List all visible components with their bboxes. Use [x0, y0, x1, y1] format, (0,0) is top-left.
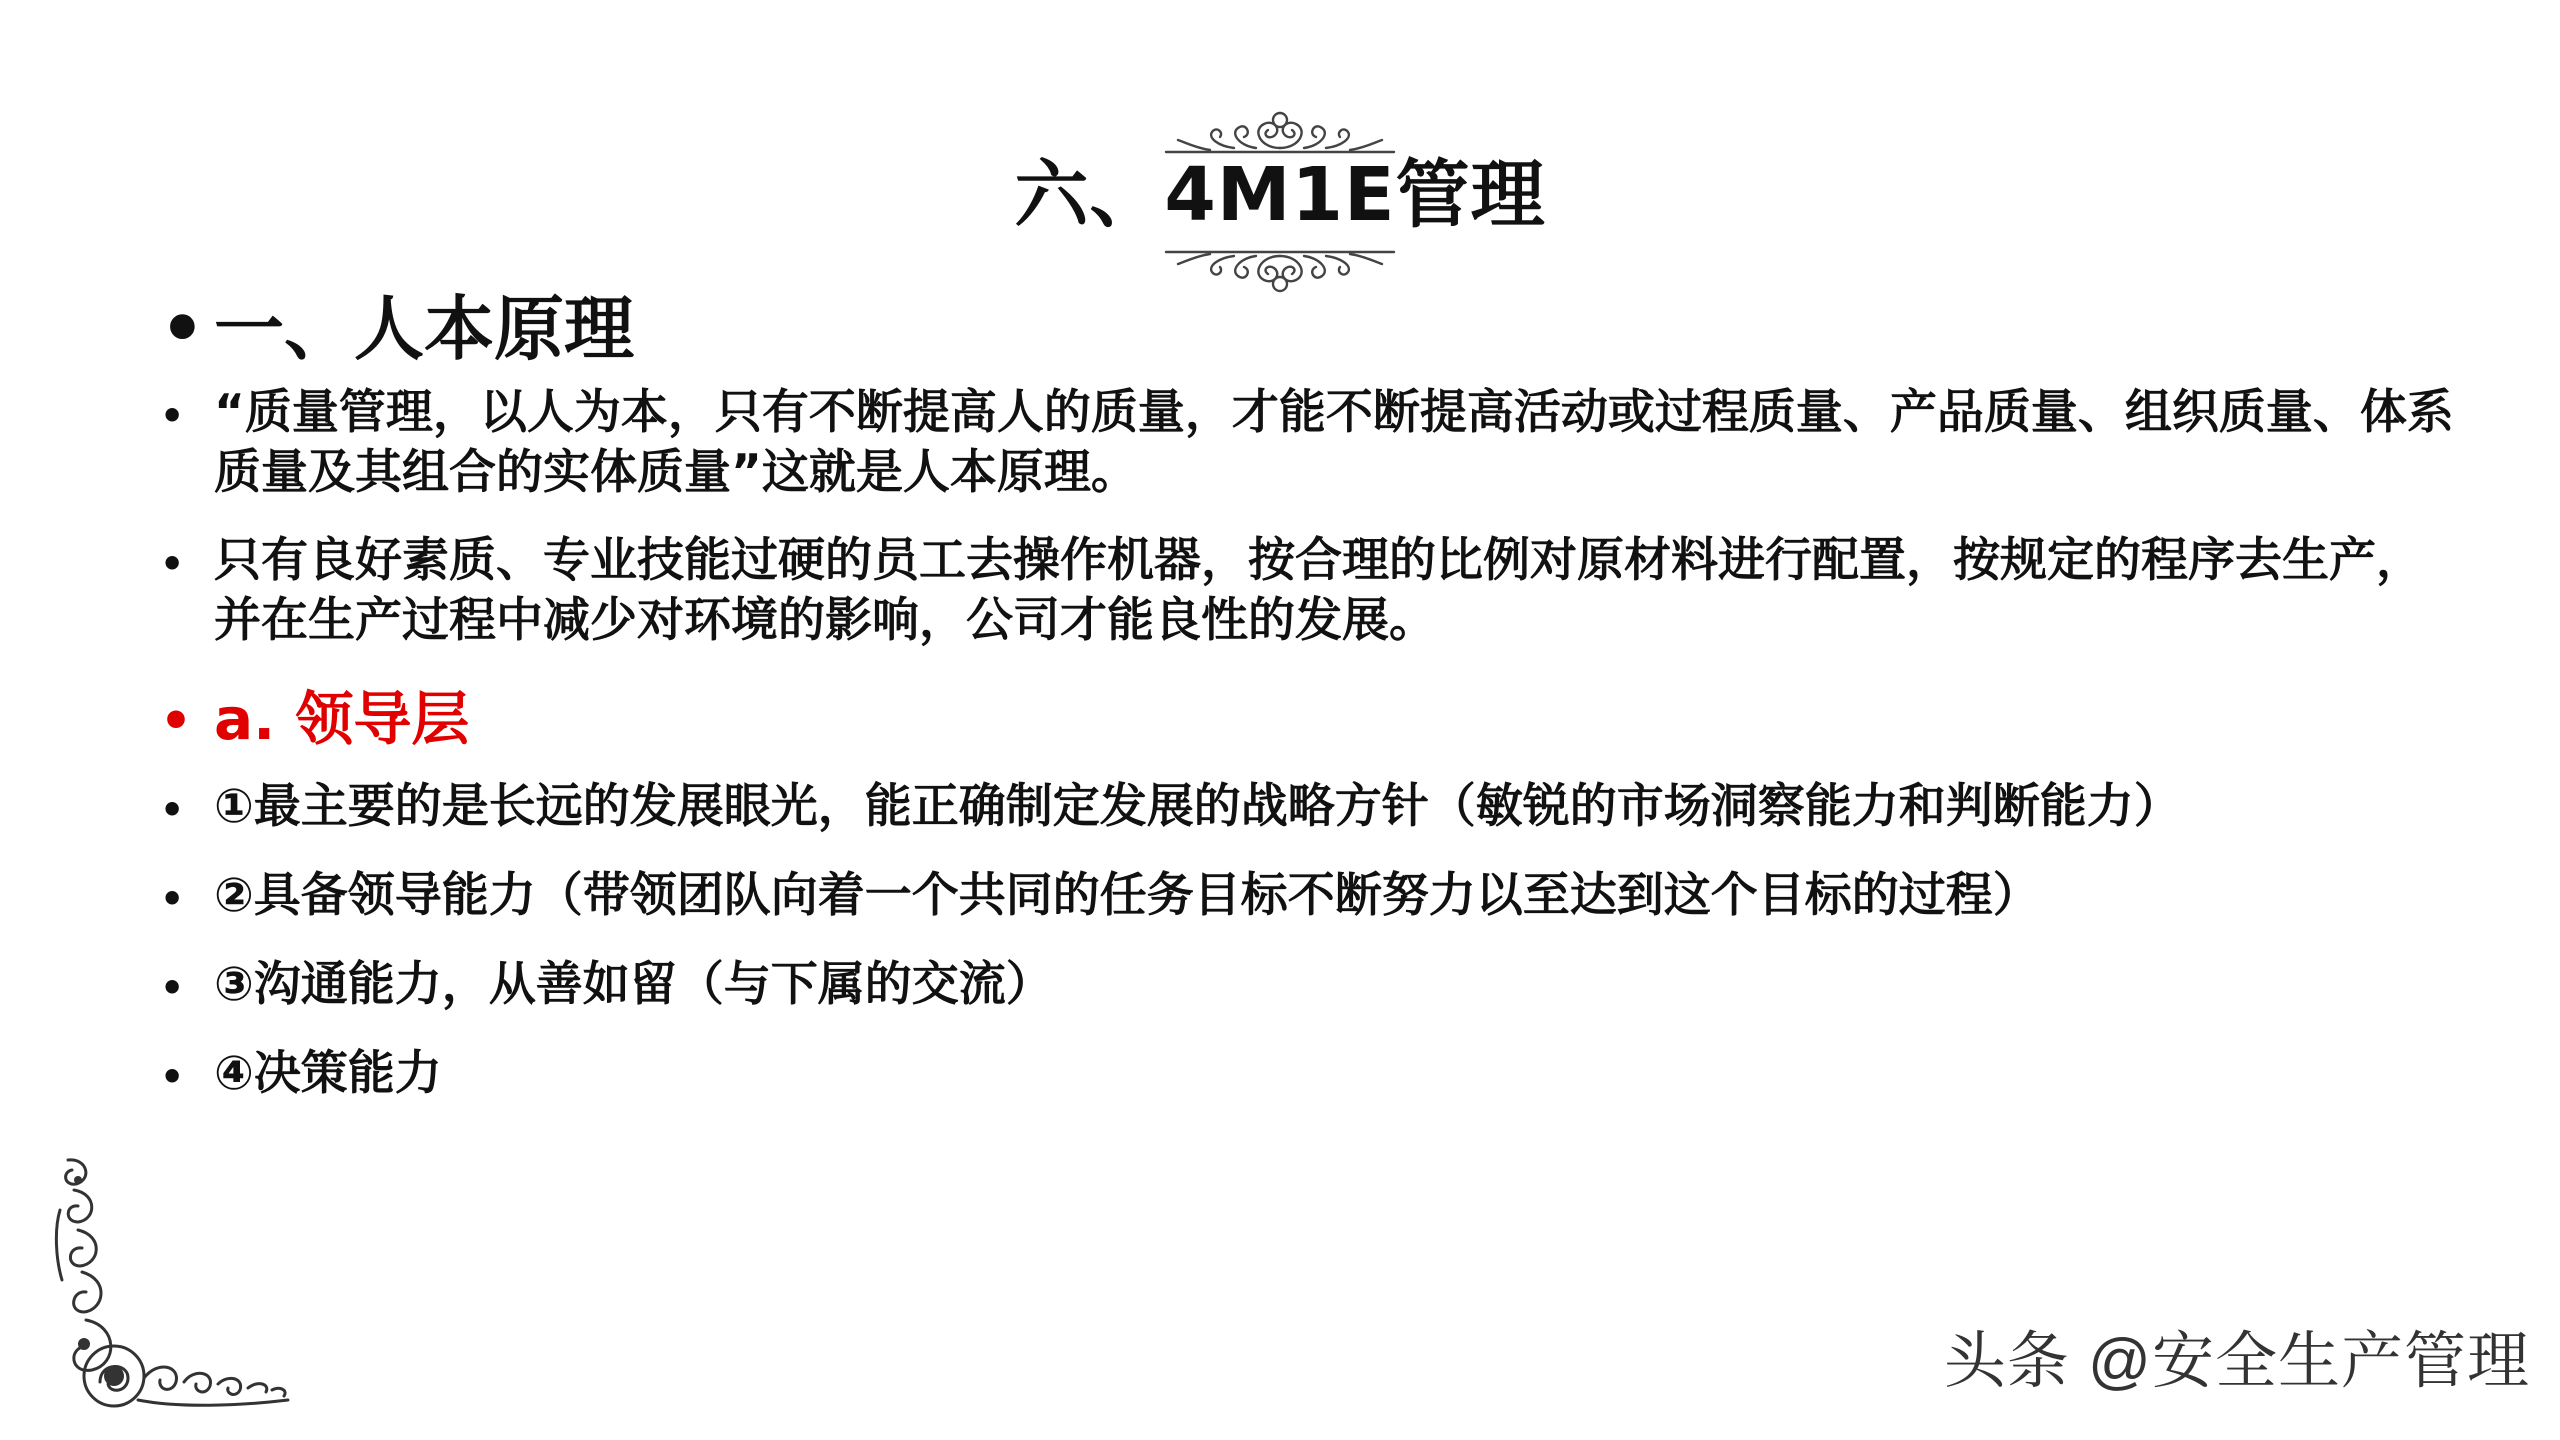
watermark: 头条 @安全生产管理 — [1943, 1327, 2530, 1396]
bullet: • — [160, 966, 185, 1010]
paragraph-text: “质量管理，以人为本，只有不断提高人的质量，才能不断提高活动或过程质量、产品质量、组织质量、体系质量及其组合的实体质量”这就是人本原理。 — [214, 385, 2454, 500]
paragraph-item — [160, 383, 2460, 503]
paragraph-text: 只有良好素质、专业技能过硬的员工去操作机器，按合理的比例对原材料进行配置，按规定的程序去生产，并在生产过程中减少对环境的影响，公司才能良性的发展。 — [214, 533, 2423, 648]
bullet: • — [160, 542, 185, 586]
subsection-heading — [160, 679, 2460, 759]
list-item-text: ③沟通能力，从善如留（与下属的交流） — [214, 957, 1053, 1012]
paragraph-item — [160, 531, 2460, 651]
subsection-heading-text: a. 领导层 — [214, 685, 470, 753]
bullet: • — [160, 877, 185, 921]
bullet: • — [160, 288, 205, 370]
corner-ornament — [48, 1150, 308, 1420]
section-heading-text: 一、人本原理 — [214, 288, 634, 370]
list-item-text: ②具备领导能力（带领团队向着一个共同的任务目标不断努力以至达到这个目标的过程） — [214, 868, 2040, 923]
slide-title: 六、4M1E管理 — [1014, 152, 1546, 238]
list-item-text: ①最主要的是长远的发展眼光，能正确制定发展的战略方针（敏锐的市场洞察能力和判断能力） — [214, 779, 2181, 834]
section-heading — [160, 283, 2460, 375]
bullet: • — [160, 394, 185, 438]
bullet: • — [160, 1055, 185, 1099]
list-item — [160, 777, 2460, 837]
list-item — [160, 1044, 2460, 1104]
list-item — [160, 866, 2460, 926]
bullet: • — [160, 788, 185, 832]
list-item — [160, 955, 2460, 1015]
bullet: • — [160, 692, 192, 750]
list-item-text: ④决策能力 — [214, 1046, 442, 1101]
slide-content — [160, 283, 2460, 1133]
